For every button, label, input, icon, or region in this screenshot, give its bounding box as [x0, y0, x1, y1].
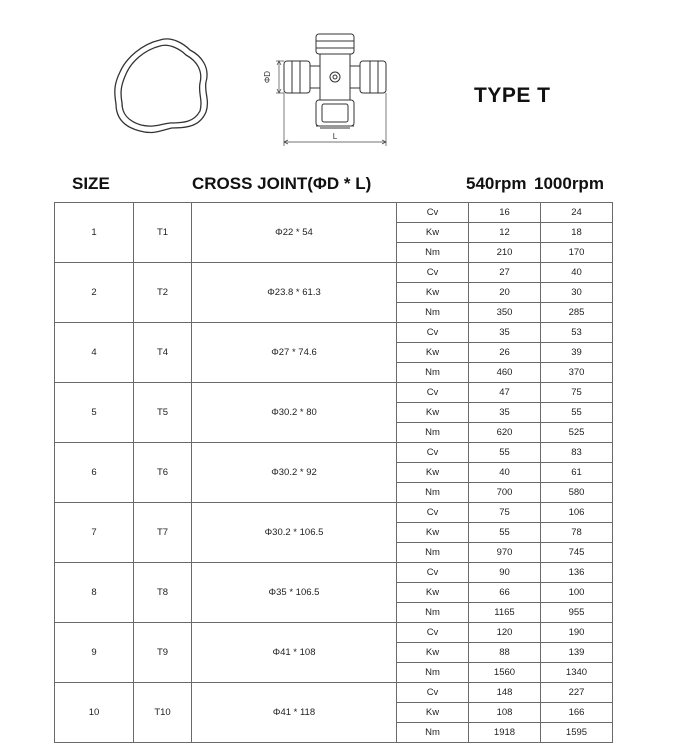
value-540rpm-cell: 55 [469, 523, 541, 543]
value-1000rpm-cell: 53 [541, 323, 613, 343]
unit-cell: Nm [397, 423, 469, 443]
unit-cell: Cv [397, 323, 469, 343]
cross-joint-cell: Φ41 * 118 [192, 683, 397, 743]
value-1000rpm-cell: 227 [541, 683, 613, 703]
dimension-l-label: L [332, 132, 338, 141]
value-540rpm-cell: 20 [469, 283, 541, 303]
unit-cell: Kw [397, 283, 469, 303]
unit-cell: Nm [397, 663, 469, 683]
table-row [55, 563, 613, 583]
type-cell: T9 [134, 623, 192, 683]
unit-cell: Cv [397, 683, 469, 703]
value-540rpm-cell: 16 [469, 203, 541, 223]
value-1000rpm-cell: 39 [541, 343, 613, 363]
type-cell: T1 [134, 203, 192, 263]
value-1000rpm-cell: 285 [541, 303, 613, 323]
table-row [55, 323, 613, 343]
value-540rpm-cell: 75 [469, 503, 541, 523]
size-column-header: SIZE [72, 174, 110, 193]
value-1000rpm-cell: 78 [541, 523, 613, 543]
value-540rpm-cell: 120 [469, 623, 541, 643]
unit-cell: Cv [397, 623, 469, 643]
spec-table [54, 202, 613, 743]
value-540rpm-cell: 700 [469, 483, 541, 503]
size-cell: 9 [55, 623, 134, 683]
unit-cell: Cv [397, 383, 469, 403]
value-540rpm-cell: 1918 [469, 723, 541, 743]
unit-cell: Nm [397, 303, 469, 323]
unit-cell: Cv [397, 563, 469, 583]
table-row [55, 383, 613, 403]
unit-cell: Kw [397, 523, 469, 543]
value-1000rpm-cell: 525 [541, 423, 613, 443]
table-row [55, 443, 613, 463]
type-cell: T10 [134, 683, 192, 743]
table-row [55, 683, 613, 703]
value-540rpm-cell: 55 [469, 443, 541, 463]
value-540rpm-cell: 970 [469, 543, 541, 563]
size-cell: 8 [55, 563, 134, 623]
speed-1000-column-header: 1000rpm [534, 174, 604, 193]
value-540rpm-cell: 620 [469, 423, 541, 443]
value-540rpm-cell: 66 [469, 583, 541, 603]
value-540rpm-cell: 460 [469, 363, 541, 383]
unit-cell: Nm [397, 243, 469, 263]
unit-cell: Cv [397, 263, 469, 283]
value-1000rpm-cell: 24 [541, 203, 613, 223]
cross-joint-cell: Φ22 * 54 [192, 203, 397, 263]
value-1000rpm-cell: 75 [541, 383, 613, 403]
size-cell: 5 [55, 383, 134, 443]
cross-joint-column-header: CROSS JOINT(ΦD * L) [192, 174, 372, 193]
value-1000rpm-cell: 100 [541, 583, 613, 603]
value-1000rpm-cell: 83 [541, 443, 613, 463]
table-row [55, 503, 613, 523]
unit-cell: Kw [397, 343, 469, 363]
value-1000rpm-cell: 190 [541, 623, 613, 643]
unit-cell: Kw [397, 703, 469, 723]
unit-cell: Nm [397, 363, 469, 383]
type-cell: T5 [134, 383, 192, 443]
type-cell: T8 [134, 563, 192, 623]
size-cell: 4 [55, 323, 134, 383]
unit-cell: Kw [397, 583, 469, 603]
value-1000rpm-cell: 139 [541, 643, 613, 663]
type-cell: T7 [134, 503, 192, 563]
unit-cell: Kw [397, 643, 469, 663]
value-540rpm-cell: 108 [469, 703, 541, 723]
unit-cell: Cv [397, 443, 469, 463]
value-540rpm-cell: 210 [469, 243, 541, 263]
value-1000rpm-cell: 136 [541, 563, 613, 583]
value-1000rpm-cell: 370 [541, 363, 613, 383]
value-540rpm-cell: 26 [469, 343, 541, 363]
unit-cell: Kw [397, 403, 469, 423]
size-cell: 6 [55, 443, 134, 503]
tube-profile-icon [115, 39, 208, 133]
cross-joint-cell: Φ27 * 74.6 [192, 323, 397, 383]
value-540rpm-cell: 90 [469, 563, 541, 583]
type-cell: T2 [134, 263, 192, 323]
unit-cell: Kw [397, 463, 469, 483]
value-1000rpm-cell: 170 [541, 243, 613, 263]
value-540rpm-cell: 148 [469, 683, 541, 703]
cross-joint-cell: Φ30.2 * 106.5 [192, 503, 397, 563]
value-1000rpm-cell: 1340 [541, 663, 613, 683]
type-cell: T6 [134, 443, 192, 503]
unit-cell: Nm [397, 543, 469, 563]
value-540rpm-cell: 27 [469, 263, 541, 283]
cross-joint-cell: Φ30.2 * 92 [192, 443, 397, 503]
unit-cell: Nm [397, 603, 469, 623]
unit-cell: Cv [397, 203, 469, 223]
value-1000rpm-cell: 166 [541, 703, 613, 723]
value-1000rpm-cell: 955 [541, 603, 613, 623]
cross-joint-cell: Φ23.8 * 61.3 [192, 263, 397, 323]
value-540rpm-cell: 35 [469, 403, 541, 423]
value-540rpm-cell: 12 [469, 223, 541, 243]
cross-joint-cell: Φ30.2 * 80 [192, 383, 397, 443]
cross-joint-cell: Φ35 * 106.5 [192, 563, 397, 623]
product-drawing [0, 0, 677, 160]
dimension-d-label: ΦD [263, 70, 272, 84]
value-1000rpm-cell: 745 [541, 543, 613, 563]
unit-cell: Kw [397, 223, 469, 243]
unit-cell: Nm [397, 723, 469, 743]
value-1000rpm-cell: 1595 [541, 723, 613, 743]
table-row [55, 623, 613, 643]
table-row [55, 263, 613, 283]
table-row [55, 203, 613, 223]
value-540rpm-cell: 350 [469, 303, 541, 323]
value-540rpm-cell: 1165 [469, 603, 541, 623]
cross-joint-icon [284, 34, 386, 128]
value-1000rpm-cell: 106 [541, 503, 613, 523]
value-540rpm-cell: 35 [469, 323, 541, 343]
value-1000rpm-cell: 580 [541, 483, 613, 503]
unit-cell: Cv [397, 503, 469, 523]
cross-joint-cell: Φ41 * 108 [192, 623, 397, 683]
value-540rpm-cell: 1560 [469, 663, 541, 683]
size-cell: 1 [55, 203, 134, 263]
value-1000rpm-cell: 30 [541, 283, 613, 303]
size-cell: 7 [55, 503, 134, 563]
speed-540-column-header: 540rpm [466, 174, 527, 193]
type-cell: T4 [134, 323, 192, 383]
value-540rpm-cell: 88 [469, 643, 541, 663]
value-1000rpm-cell: 18 [541, 223, 613, 243]
value-540rpm-cell: 47 [469, 383, 541, 403]
value-540rpm-cell: 40 [469, 463, 541, 483]
size-cell: 10 [55, 683, 134, 743]
value-1000rpm-cell: 40 [541, 263, 613, 283]
value-1000rpm-cell: 55 [541, 403, 613, 423]
size-cell: 2 [55, 263, 134, 323]
unit-cell: Nm [397, 483, 469, 503]
value-1000rpm-cell: 61 [541, 463, 613, 483]
type-title: TYPE T [474, 84, 551, 107]
